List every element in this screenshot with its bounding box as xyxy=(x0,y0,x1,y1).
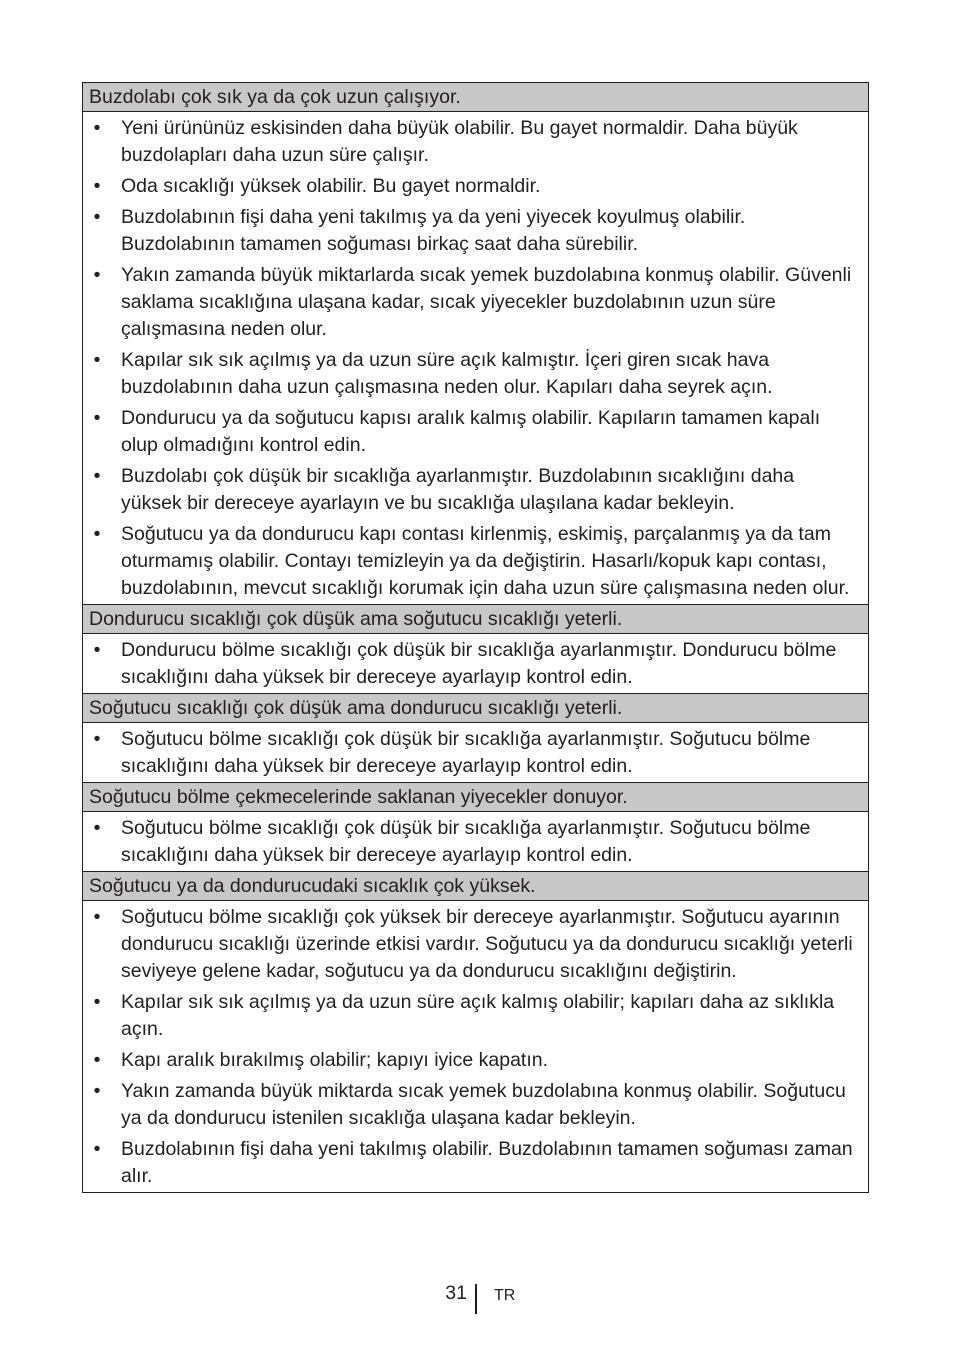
list-item xyxy=(83,173,868,200)
bullet-icon: • xyxy=(93,349,101,371)
footer-divider xyxy=(475,1284,477,1314)
list-item xyxy=(83,989,868,1043)
section-header: Soğutucu bölme çekmecelerinde saklanan yiyecekler donuyor. xyxy=(83,783,868,812)
section-header: Soğutucu ya da dondurucudaki sıcaklık çok yüksek. xyxy=(83,872,868,901)
bullet-icon: • xyxy=(93,1080,101,1102)
section-header: Buzdolabı çok sık ya da çok uzun çalışıyor. xyxy=(83,83,868,112)
page-number: 31 xyxy=(445,1282,467,1304)
list-item xyxy=(83,405,868,459)
section-body xyxy=(83,723,868,783)
section-body xyxy=(83,112,868,605)
item-text: Buzdolabının fişi daha yeni takılmış ya da yeni yiyecek koyulmuş olabilir. Buzdolabının tamamen soğuması birkaç saat daha sürebilir. xyxy=(121,206,746,255)
list-item xyxy=(83,726,868,780)
bullet-icon: • xyxy=(93,206,101,228)
bullet-icon: • xyxy=(93,175,101,197)
bullet-icon: • xyxy=(93,728,101,750)
item-text: Yeni ürününüz eskisinden daha büyük olabilir. Bu gayet normaldir. Daha büyük buzdolapları daha uzun süre çalışır. xyxy=(121,117,798,166)
bullet-icon: • xyxy=(93,264,101,286)
list-item xyxy=(83,521,868,602)
item-text: Buzdolabının fişi daha yeni takılmış olabilir. Buzdolabının tamamen soğuması zaman alır. xyxy=(121,1138,853,1187)
item-text: Yakın zamanda büyük miktarlarda sıcak yemek buzdolabına konmuş olabilir. Güvenli saklama sıcaklığına ulaşana kadar, sıcak yiyecekler buzdolabının uzun süre çalışmasına neden olur. xyxy=(121,264,852,340)
bullet-icon: • xyxy=(93,407,101,429)
bullet-icon: • xyxy=(93,639,101,661)
bullet-icon: • xyxy=(93,1138,101,1160)
item-text: Soğutucu ya da dondurucu kapı contası kirlenmiş, eskimiş, parçalanmış ya da tam oturmamış olabilir. Contayı temizleyin ya da değiştirin. Hasarlı/kopuk kapı contası, buzdolabının, mevcut sıcaklığı korumak için daha uzun süre çalışmasına neden olur. xyxy=(121,523,850,599)
item-text: Kapılar sık sık açılmış ya da uzun süre açık kalmış olabilir; kapıları daha az sıklıkla açın. xyxy=(121,991,835,1040)
list-item xyxy=(83,815,868,869)
section-header: Dondurucu sıcaklığı çok düşük ama soğutucu sıcaklığı yeterli. xyxy=(83,605,868,634)
page-footer xyxy=(0,1280,954,1314)
item-text: Yakın zamanda büyük miktarda sıcak yemek buzdolabına konmuş olabilir. Soğutucu ya da dondurucu istenilen sıcaklığa ulaşana kadar bekleyin. xyxy=(121,1080,846,1129)
section-body xyxy=(83,812,868,872)
bullet-icon: • xyxy=(93,906,101,928)
bullet-icon: • xyxy=(93,523,101,545)
bullet-icon: • xyxy=(93,991,101,1013)
list-item xyxy=(83,115,868,169)
bullet-icon: • xyxy=(93,817,101,839)
list-item xyxy=(83,904,868,985)
troubleshooting-table xyxy=(82,82,869,1193)
list-item xyxy=(83,347,868,401)
list-item xyxy=(83,204,868,258)
list-item xyxy=(83,637,868,691)
item-text: Soğutucu bölme sıcaklığı çok yüksek bir dereceye ayarlanmıştır. Soğutucu ayarının dondurucu sıcaklığı üzerinde etkisi vardır. Soğutucu ya da dondurucu sıcaklığı yeterli seviyeye gelene kadar, soğutucu ya da dondurucu sıcaklığını değiştirin. xyxy=(121,906,853,982)
bullet-icon: • xyxy=(93,117,101,139)
item-text: Buzdolabı çok düşük bir sıcaklığa ayarlanmıştır. Buzdolabının sıcaklığını daha yüksek bir dereceye ayarlayın ve bu sıcaklığa ulaşılana kadar bekleyin. xyxy=(121,465,795,514)
item-text: Soğutucu bölme sıcaklığı çok düşük bir sıcaklığa ayarlanmıştır. Soğutucu bölme sıcaklığını daha yüksek bir dereceye ayarlayıp kontrol edin. xyxy=(121,728,811,777)
section-body xyxy=(83,901,868,1192)
item-text: Dondurucu ya da soğutucu kapısı aralık kalmış olabilir. Kapıların tamamen kapalı olup olmadığını kontrol edin. xyxy=(121,407,821,456)
item-text: Kapılar sık sık açılmış ya da uzun süre açık kalmıştır. İçeri giren sıcak hava buzdolabının daha uzun çalışmasına neden olur. Kapıları daha seyrek açın. xyxy=(121,349,773,398)
bullet-icon: • xyxy=(93,465,101,487)
language-code: TR xyxy=(494,1287,516,1304)
bullet-icon: • xyxy=(93,1049,101,1071)
section-body xyxy=(83,634,868,694)
list-item xyxy=(83,1078,868,1132)
section-header: Soğutucu sıcaklığı çok düşük ama dondurucu sıcaklığı yeterli. xyxy=(83,694,868,723)
list-item xyxy=(83,1047,868,1074)
item-text: Kapı aralık bırakılmış olabilir; kapıyı iyice kapatın. xyxy=(121,1049,549,1071)
item-text: Oda sıcaklığı yüksek olabilir. Bu gayet normaldir. xyxy=(121,175,541,197)
item-text: Dondurucu bölme sıcaklığı çok düşük bir sıcaklığa ayarlanmıştır. Dondurucu bölme sıcaklığını daha yüksek bir dereceye ayarlayıp kontrol edin. xyxy=(121,639,837,688)
list-item xyxy=(83,463,868,517)
list-item xyxy=(83,1136,868,1190)
list-item xyxy=(83,262,868,343)
item-text: Soğutucu bölme sıcaklığı çok düşük bir sıcaklığa ayarlanmıştır. Soğutucu bölme sıcaklığını daha yüksek bir dereceye ayarlayıp kontrol edin. xyxy=(121,817,811,866)
